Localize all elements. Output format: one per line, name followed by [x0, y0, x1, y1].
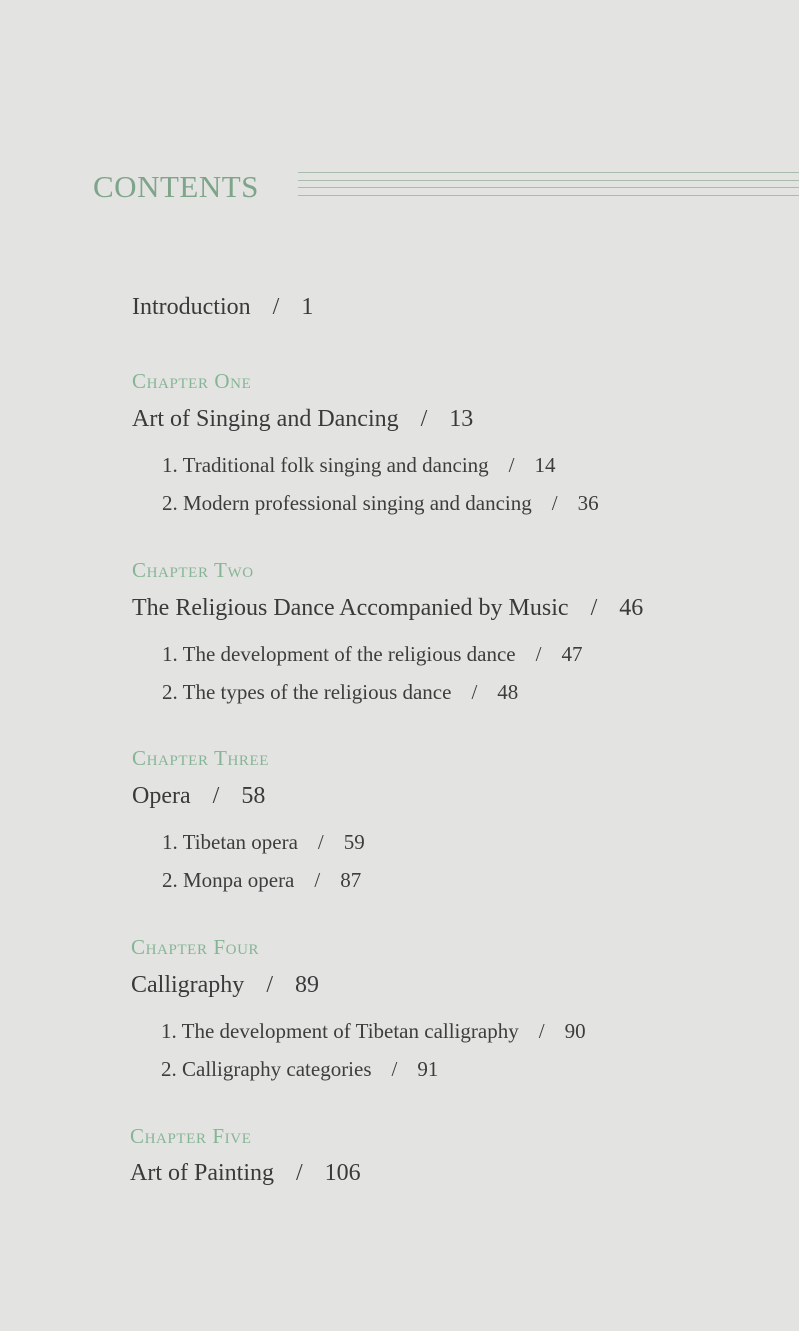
- entry-title: Calligraphy: [131, 972, 245, 998]
- entry-separator: /: [317, 830, 324, 854]
- entry-title: 2. The types of the religious dance: [162, 680, 452, 704]
- toc-entry-chapter[interactable]: [130, 1158, 361, 1188]
- chapter-label: Chapter Four: [131, 935, 260, 959]
- entry-separator: /: [551, 491, 558, 515]
- entry-separator: /: [266, 972, 273, 998]
- toc-entry-section[interactable]: [162, 640, 582, 668]
- entry-title: Opera: [132, 783, 191, 809]
- entry-title: The Religious Dance Accompanied by Music: [132, 595, 569, 621]
- entry-page-number: 58: [241, 783, 266, 809]
- chapter-label: Chapter Two: [132, 558, 254, 582]
- entry-page-number: 89: [294, 972, 319, 998]
- toc-entry-chapter[interactable]: [132, 781, 265, 811]
- entry-title: 1. Tibetan opera: [162, 830, 298, 854]
- entry-separator: /: [296, 1160, 303, 1186]
- toc-entry-section[interactable]: [162, 678, 518, 706]
- chapter-label: Chapter One: [132, 369, 252, 393]
- toc-entry-section[interactable]: [162, 451, 556, 479]
- entry-separator: /: [212, 783, 220, 809]
- entry-title: 2. Modern professional singing and dancing: [162, 491, 532, 515]
- entry-separator: /: [420, 406, 428, 432]
- toc-entry-chapter[interactable]: [131, 970, 319, 1000]
- entry-page-number: 87: [340, 868, 362, 892]
- entry-page-number: 48: [497, 680, 519, 704]
- entry-title: Introduction: [132, 294, 251, 320]
- entry-title: 2. Monpa opera: [162, 868, 295, 892]
- toc-entry-section[interactable]: [162, 828, 365, 856]
- entry-separator: /: [508, 453, 515, 477]
- entry-title: 1. Traditional folk singing and dancing: [162, 453, 489, 477]
- entry-page-number: 36: [577, 491, 599, 515]
- entry-title: 1. The development of Tibetan calligraphy: [161, 1019, 519, 1043]
- entry-page-number: 1: [301, 294, 314, 320]
- entry-title: 2. Calligraphy categories: [161, 1057, 372, 1081]
- toc-entry-section[interactable]: [161, 1017, 586, 1045]
- entry-title: Art of Singing and Dancing: [132, 406, 399, 432]
- chapter-label: Chapter Three: [132, 746, 270, 770]
- entry-separator: /: [471, 680, 478, 704]
- entry-page-number: 90: [564, 1019, 586, 1043]
- entry-page-number: 14: [534, 453, 556, 477]
- toc-entry-section[interactable]: [161, 1055, 438, 1083]
- contents-title: CONTENTS: [93, 169, 259, 204]
- toc-entry-chapter[interactable]: [132, 404, 473, 434]
- toc-entry-section[interactable]: [162, 866, 361, 894]
- entry-title: 1. The development of the religious dance: [162, 642, 516, 666]
- entry-separator: /: [590, 595, 598, 621]
- entry-separator: /: [314, 868, 321, 892]
- entry-page-number: 47: [561, 642, 583, 666]
- entry-page-number: 46: [619, 595, 644, 621]
- entry-separator: /: [538, 1019, 545, 1043]
- toc-entry-introduction[interactable]: [132, 292, 313, 322]
- entry-page-number: 13: [449, 406, 474, 432]
- entry-separator: /: [272, 294, 280, 320]
- entry-separator: /: [391, 1057, 398, 1081]
- entry-page-number: 59: [343, 830, 365, 854]
- entry-page-number: 91: [417, 1057, 439, 1081]
- toc-entry-section[interactable]: [162, 489, 599, 517]
- entry-separator: /: [535, 642, 542, 666]
- chapter-label: Chapter Five: [130, 1124, 252, 1148]
- entry-title: Art of Painting: [130, 1160, 274, 1186]
- entry-page-number: 106: [324, 1160, 361, 1186]
- toc-entry-chapter[interactable]: [132, 593, 643, 623]
